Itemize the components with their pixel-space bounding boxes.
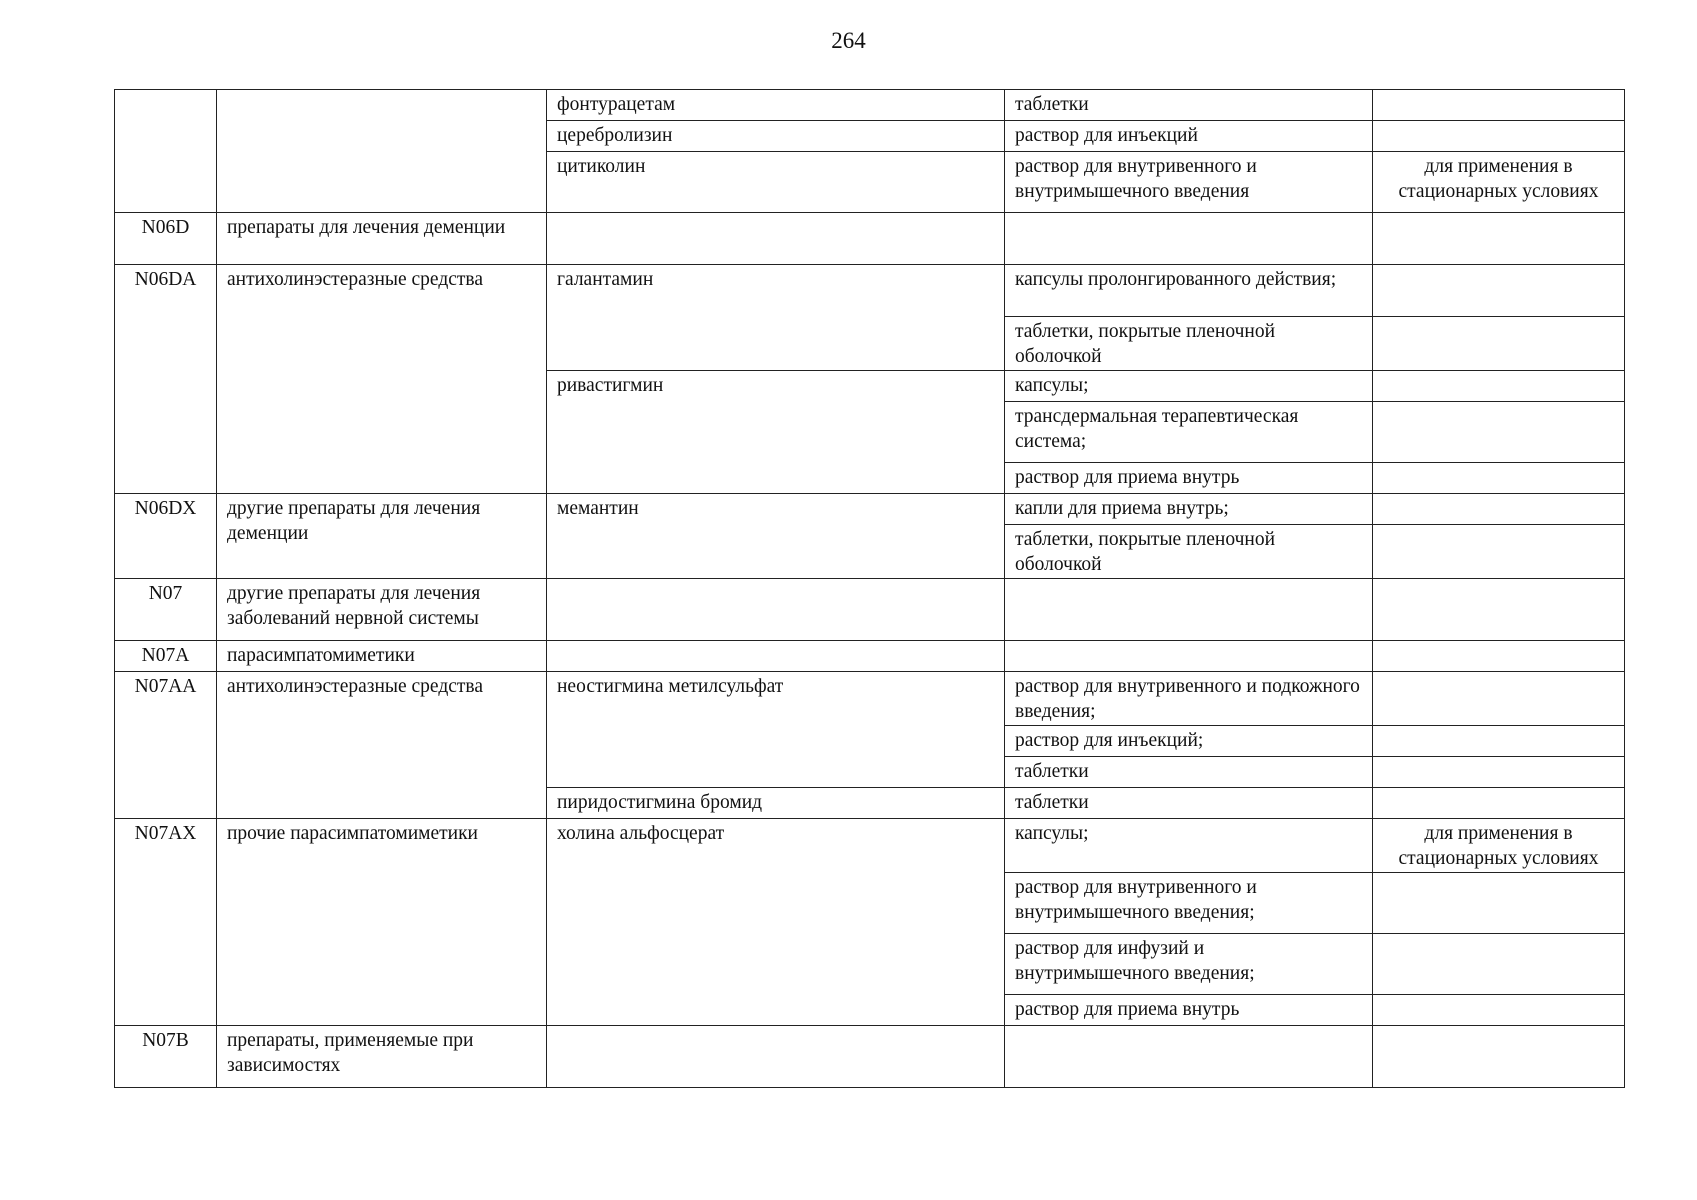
drug-list-table — [114, 89, 1625, 1088]
note-cell — [1373, 641, 1625, 672]
note-cell: для применения в стационарных условиях — [1373, 819, 1625, 873]
dosage-form-cell — [1005, 213, 1373, 265]
table-row — [115, 265, 1625, 317]
note-cell — [1373, 726, 1625, 757]
dosage-form-cell: таблетки — [1005, 757, 1373, 788]
table-row — [115, 672, 1625, 726]
inn-cell: неостигмина метилсульфат — [547, 672, 1005, 788]
inn-cell: фонтурацетам — [547, 90, 1005, 121]
inn-cell: мемантин — [547, 494, 1005, 579]
dosage-form-cell: трансдермальная терапевтическая система; — [1005, 402, 1373, 463]
note-cell — [1373, 873, 1625, 934]
atc-group-cell: антихолинэстеразные средства — [217, 672, 547, 819]
inn-cell: ривастигмин — [547, 371, 1005, 494]
note-cell — [1373, 995, 1625, 1026]
note-cell — [1373, 494, 1625, 525]
table-row — [115, 819, 1625, 873]
dosage-form-cell: таблетки, покрытые пленочной оболочкой — [1005, 317, 1373, 371]
atc-group-cell: препараты для лечения деменции — [217, 213, 547, 265]
inn-cell — [547, 1026, 1005, 1088]
dosage-form-cell: таблетки — [1005, 788, 1373, 819]
table-row — [115, 641, 1625, 672]
note-cell — [1373, 1026, 1625, 1088]
atc-group-cell — [217, 90, 547, 213]
dosage-form-cell: раствор для инфузий и внутримышечного введения; — [1005, 934, 1373, 995]
note-cell — [1373, 579, 1625, 641]
dosage-form-cell — [1005, 641, 1373, 672]
atc-code-cell: N06D — [115, 213, 217, 265]
dosage-form-cell — [1005, 579, 1373, 641]
dosage-form-cell: таблетки, покрытые пленочной оболочкой — [1005, 525, 1373, 579]
atc-code-cell: N07AX — [115, 819, 217, 1026]
atc-code-cell: N07A — [115, 641, 217, 672]
dosage-form-cell: таблетки — [1005, 90, 1373, 121]
note-cell — [1373, 672, 1625, 726]
table-row — [115, 494, 1625, 525]
inn-cell: галантамин — [547, 265, 1005, 371]
note-cell — [1373, 788, 1625, 819]
atc-code-cell — [115, 90, 217, 213]
atc-code-cell: N06DA — [115, 265, 217, 494]
dosage-form-cell: раствор для внутривенного и внутримышечного введения; — [1005, 873, 1373, 934]
inn-cell: пиридостигмина бромид — [547, 788, 1005, 819]
atc-code-cell: N06DX — [115, 494, 217, 579]
dosage-form-cell: капсулы пролонгированного действия; — [1005, 265, 1373, 317]
atc-group-cell: препараты, применяемые при зависимостях — [217, 1026, 547, 1088]
note-cell — [1373, 525, 1625, 579]
atc-group-cell: парасимпатомиметики — [217, 641, 547, 672]
atc-group-cell: прочие парасимпатомиметики — [217, 819, 547, 1026]
inn-cell: цитиколин — [547, 152, 1005, 213]
note-cell — [1373, 371, 1625, 402]
dosage-form-cell: капсулы; — [1005, 819, 1373, 873]
dosage-form-cell — [1005, 1026, 1373, 1088]
note-cell — [1373, 213, 1625, 265]
dosage-form-cell: раствор для приема внутрь — [1005, 995, 1373, 1026]
inn-cell — [547, 213, 1005, 265]
note-cell — [1373, 90, 1625, 121]
note-cell — [1373, 121, 1625, 152]
dosage-form-cell: раствор для инъекций; — [1005, 726, 1373, 757]
table-row — [115, 90, 1625, 121]
atc-code-cell: N07B — [115, 1026, 217, 1088]
table-row — [115, 213, 1625, 265]
dosage-form-cell: капсулы; — [1005, 371, 1373, 402]
dosage-form-cell: капли для приема внутрь; — [1005, 494, 1373, 525]
inn-cell — [547, 641, 1005, 672]
page-number: 264 — [831, 28, 866, 53]
note-cell — [1373, 402, 1625, 463]
dosage-form-cell: раствор для внутривенного и внутримышечного введения — [1005, 152, 1373, 213]
note-cell — [1373, 317, 1625, 371]
inn-cell: церебролизин — [547, 121, 1005, 152]
note-cell — [1373, 934, 1625, 995]
note-cell — [1373, 757, 1625, 788]
atc-group-cell: антихолинэстеразные средства — [217, 265, 547, 494]
atc-group-cell: другие препараты для лечения деменции — [217, 494, 547, 579]
note-cell — [1373, 265, 1625, 317]
atc-code-cell: N07AA — [115, 672, 217, 819]
note-cell: для применения в стационарных условиях — [1373, 152, 1625, 213]
atc-group-cell: другие препараты для лечения заболеваний нервной системы — [217, 579, 547, 641]
dosage-form-cell: раствор для приема внутрь — [1005, 463, 1373, 494]
inn-cell: холина альфосцерат — [547, 819, 1005, 1026]
inn-cell — [547, 579, 1005, 641]
dosage-form-cell: раствор для внутривенного и подкожного введения; — [1005, 672, 1373, 726]
table-row — [115, 1026, 1625, 1088]
atc-code-cell: N07 — [115, 579, 217, 641]
dosage-form-cell: раствор для инъекций — [1005, 121, 1373, 152]
table-row — [115, 579, 1625, 641]
note-cell — [1373, 463, 1625, 494]
